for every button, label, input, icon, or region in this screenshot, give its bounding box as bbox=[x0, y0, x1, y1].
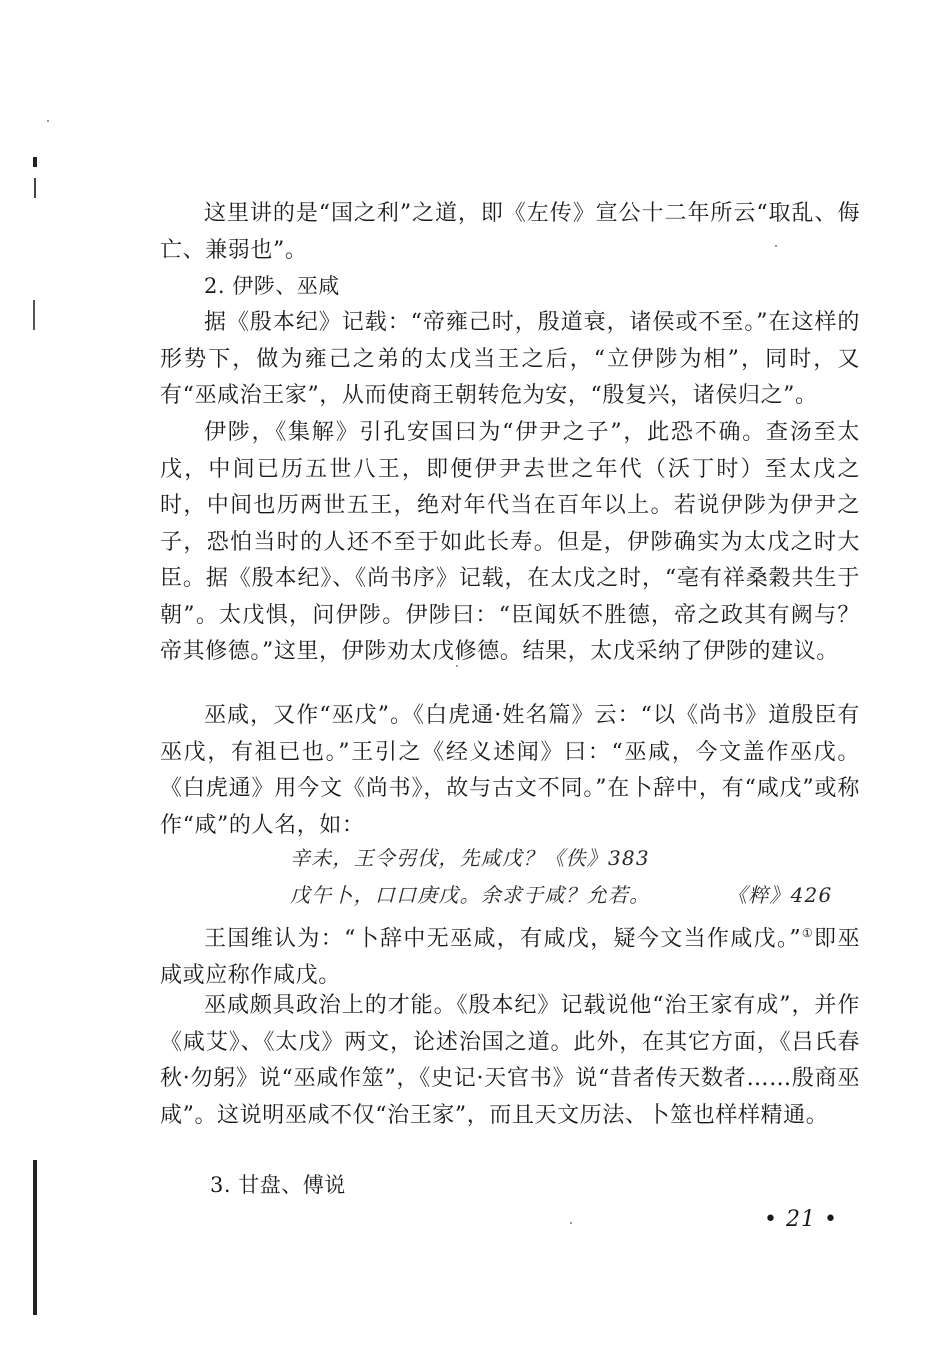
scan-mark bbox=[34, 178, 36, 198]
scan-mark bbox=[33, 157, 37, 167]
paragraph bbox=[160, 915, 860, 994]
footnote-mark[interactable]: ① bbox=[801, 926, 815, 940]
paragraph-text: 王国维认为：“卜辞中无巫咸，有咸戊，疑今文当作咸戊。” bbox=[204, 926, 802, 952]
paragraph: 这里讲的是“国之利”之道，即《左传》宣公十二年所云“取乱、侮亡、兼弱也”。 bbox=[160, 201, 860, 263]
oracle-quote: 戊午卜，口口庚戊。余求于咸？允若。 bbox=[290, 883, 651, 907]
paragraph: 伊陟，《集解》引孔安国曰为“伊尹之子”，此恐不确。查汤至太戊，中间已历五世八王，即便伊尹去世之年代（沃丁时）至太戊之时，中间也历两世五王，绝对年代当在百年以上。若说伊陟为伊尹之子，恐怕当时的人还不至于如此长寿。但是，伊陟确实为太戊之时大臣。据《殷本纪》、《尚书序》记载，在太戊之时，“亳有祥桑穀共生于朝”。太戊惧，问伊陟。伊陟曰：“臣闻妖不胜德，帝之政其有阙与？帝其修德。”这里，伊陟劝太戊修德。结果，太戊采纳了伊陟的建议。 bbox=[160, 420, 860, 664]
scan-mark bbox=[33, 300, 35, 330]
quote-source: 《粹》426 bbox=[727, 883, 833, 907]
paragraph-tail: 即巫咸或应称作咸戊。 bbox=[160, 926, 860, 988]
section-heading: 2. 伊陟、巫咸 bbox=[204, 274, 340, 298]
scan-speck bbox=[47, 120, 49, 122]
oracle-quote: 辛未，王令弜伐，先咸戊？《佚》383 bbox=[290, 846, 650, 870]
paragraph: 据《殷本纪》记载：“帝雍己时，殷道衰，诸侯或不至。”在这样的形势下，做为雍己之弟的太戊当王之后，“立伊陟为相”，同时，又有“巫咸治王家”，从而使商王朝转危为安，“殷复兴，诸侯归之”。 bbox=[160, 310, 860, 408]
page-number: • 21 • bbox=[764, 1207, 838, 1232]
scan-edge bbox=[33, 1160, 37, 1315]
scan-speck bbox=[570, 1222, 572, 1224]
paragraph: 巫咸，又作“巫戊”。《白虎通·姓名篇》云：“以《尚书》道殷臣有巫戊，有祖已也。”王引之《经义述闻》曰：“巫咸，今文盖作巫戊。《白虎通》用今文《尚书》，故与古文不同。”在卜辞中，有“咸戊”或称作“咸”的人名，如： bbox=[160, 703, 860, 838]
paragraph: 巫咸颇具政治上的才能。《殷本纪》记载说他“治王家有成”，并作《咸艾》、《太戊》两文，论述治国之道。此外，在其它方面，《吕氏春秋·勿躬》说“巫咸作筮”，《史记·天官书》说“昔者传天数者……殷商巫咸”。这说明巫咸不仅“治王家”，而且天文历法、卜筮也样样精通。 bbox=[160, 993, 860, 1128]
section-heading: 3. 甘盘、傅说 bbox=[210, 1173, 346, 1197]
